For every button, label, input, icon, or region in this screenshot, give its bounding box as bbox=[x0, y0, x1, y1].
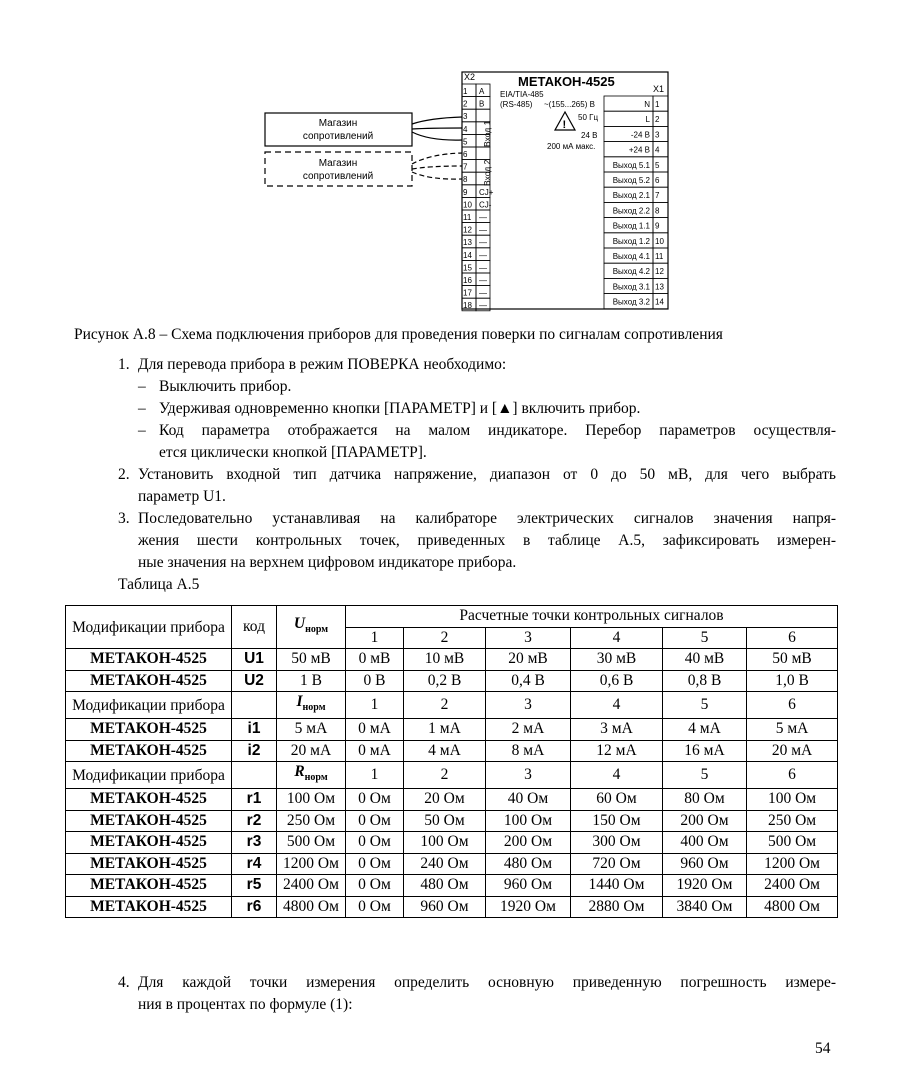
right-terminal-pin bbox=[604, 157, 668, 172]
connector-right-label: X1 bbox=[653, 84, 665, 94]
point-value-cell: 1 мА bbox=[404, 719, 486, 741]
code-cell: r5 bbox=[232, 875, 277, 897]
point-value-cell: 400 Ом bbox=[663, 832, 747, 854]
right-pin-label: Выход 3.1 bbox=[612, 282, 650, 292]
left-terminal-pin bbox=[462, 210, 490, 223]
supply-frequency-label: 50 Гц bbox=[578, 113, 599, 122]
point-number: 3 bbox=[486, 627, 571, 649]
point-value-cell: 0 Ом bbox=[346, 789, 404, 811]
model-cell: МЕТАКОН-4525 bbox=[66, 649, 232, 671]
step-3-number: 3. bbox=[118, 510, 130, 527]
right-pin-label: Выход 3.2 bbox=[612, 297, 650, 307]
right-pin-label: Выход 2.2 bbox=[612, 206, 650, 216]
right-terminal-pin bbox=[604, 233, 668, 248]
left-terminal-pin bbox=[462, 84, 490, 97]
interface-label-2: (RS-485) bbox=[500, 100, 533, 109]
point-value-cell: 500 Ом bbox=[747, 832, 838, 854]
point-value-cell: 1440 Ом bbox=[571, 875, 663, 897]
left-pin-number: 3 bbox=[463, 112, 468, 122]
table-row bbox=[66, 853, 838, 875]
point-value-cell: 0,8 В bbox=[663, 670, 747, 692]
point-value-cell: 4800 Ом bbox=[747, 896, 838, 918]
model-cell: МЕТАКОН-4525 bbox=[66, 832, 232, 854]
point-value-cell: 1200 Ом bbox=[747, 853, 838, 875]
point-number: 3 bbox=[486, 762, 571, 789]
norm-cell: 500 Ом bbox=[277, 832, 346, 854]
step-3-line-1: Последовательно устанавливая на калибраторе электрических сигналов значения напря- bbox=[138, 510, 836, 527]
subheader-code-empty bbox=[232, 762, 277, 789]
left-pin-number: 13 bbox=[463, 238, 472, 248]
page-number: 54 bbox=[815, 1040, 831, 1057]
left-pin-number: 6 bbox=[463, 150, 468, 159]
point-value-cell: 250 Ом bbox=[747, 810, 838, 832]
right-terminal-pin bbox=[604, 187, 668, 202]
right-pin-number: 12 bbox=[655, 267, 664, 277]
point-value-cell: 960 Ом bbox=[486, 875, 571, 897]
point-number: 6 bbox=[747, 762, 838, 789]
left-pin-label: — bbox=[479, 250, 487, 260]
point-value-cell: 0 Ом bbox=[346, 853, 404, 875]
point-value-cell: 150 Ом bbox=[571, 810, 663, 832]
point-value-cell: 0 В bbox=[346, 670, 404, 692]
dash-marker: – bbox=[138, 378, 146, 395]
step-1-item-1-text: Выключить прибор. bbox=[159, 378, 292, 395]
right-pin-number: 8 bbox=[655, 206, 660, 216]
step-4-number: 4. bbox=[118, 974, 130, 991]
point-value-cell: 30 мВ bbox=[571, 649, 663, 671]
resistance-box-1-line2: сопротивлений bbox=[302, 131, 374, 142]
right-pin-label: Выход 4.2 bbox=[612, 267, 650, 277]
right-pin-number: 9 bbox=[655, 221, 660, 231]
point-value-cell: 0 Ом bbox=[346, 810, 404, 832]
step-1-item-3 bbox=[138, 420, 836, 442]
point-value-cell: 5 мА bbox=[747, 719, 838, 741]
step-3-line-2: жения шести контрольных точек, приведенных в таблице А.5, зафиксировать измерен- bbox=[138, 532, 836, 549]
norm-cell: 5 мА bbox=[277, 719, 346, 741]
resistance-box-2-line2: сопротивлений bbox=[302, 171, 374, 182]
point-number: 5 bbox=[663, 692, 747, 719]
point-value-cell: 100 Ом bbox=[486, 810, 571, 832]
right-pin-label: Выход 1.2 bbox=[612, 236, 650, 246]
input-2-label: Вход 2 bbox=[482, 159, 492, 186]
table-row bbox=[66, 670, 838, 692]
figure-caption: Рисунок А.8 – Схема подключения приборов для проведения поверки по сигналам сопротивления bbox=[74, 326, 723, 343]
right-terminal-pin bbox=[604, 111, 668, 126]
right-terminal-pin bbox=[604, 142, 668, 157]
resistance-box-1-line1: Магазин bbox=[318, 118, 358, 129]
point-value-cell: 1920 Ом bbox=[486, 896, 571, 918]
table-header-row bbox=[66, 606, 838, 628]
model-cell: МЕТАКОН-4525 bbox=[66, 810, 232, 832]
point-value-cell: 480 Ом bbox=[404, 875, 486, 897]
table-row bbox=[66, 810, 838, 832]
table-subheader-row bbox=[66, 692, 838, 719]
right-pin-label: -24 В bbox=[630, 130, 650, 140]
right-pin-number: 3 bbox=[655, 130, 660, 140]
left-terminal-pin bbox=[462, 97, 490, 110]
norm-cell: 50 мВ bbox=[277, 649, 346, 671]
table-subheader-row bbox=[66, 762, 838, 789]
code-cell: r3 bbox=[232, 832, 277, 854]
point-value-cell: 0,2 В bbox=[404, 670, 486, 692]
point-value-cell: 50 мВ bbox=[747, 649, 838, 671]
right-terminal-pin bbox=[604, 202, 668, 217]
left-pin-number: 8 bbox=[463, 175, 468, 185]
point-value-cell: 0 мА bbox=[346, 740, 404, 762]
step-2-line-1: Установить входной тип датчика напряжение, диапазон от 0 до 50 мВ, для чего выбрать bbox=[138, 466, 836, 483]
step-4 bbox=[118, 972, 836, 1013]
left-terminal-pin bbox=[462, 273, 490, 286]
table-row bbox=[66, 719, 838, 741]
output-current-label: 200 мА макс. bbox=[547, 142, 596, 151]
point-value-cell: 960 Ом bbox=[663, 853, 747, 875]
point-value-cell: 3840 Ом bbox=[663, 896, 747, 918]
left-pin-label: — bbox=[479, 213, 487, 222]
point-value-cell: 0,6 В bbox=[571, 670, 663, 692]
calibration-points-table bbox=[65, 605, 838, 918]
point-value-cell: 2 мА bbox=[486, 719, 571, 741]
point-value-cell: 4 мА bbox=[404, 740, 486, 762]
right-terminal-pin bbox=[604, 294, 668, 309]
point-value-cell: 20 мВ bbox=[486, 649, 571, 671]
dash-marker: – bbox=[138, 400, 146, 417]
subheader-code-empty bbox=[232, 692, 277, 719]
svg-text:!: ! bbox=[562, 119, 567, 131]
right-pin-label: Выход 2.1 bbox=[612, 191, 650, 201]
point-number: 6 bbox=[747, 692, 838, 719]
point-value-cell: 12 мА bbox=[571, 740, 663, 762]
left-terminal-pin bbox=[462, 147, 490, 160]
header-model: Модификации прибора bbox=[66, 606, 232, 649]
left-terminal-pin bbox=[462, 248, 490, 261]
point-value-cell: 10 мВ bbox=[404, 649, 486, 671]
left-pin-number: 18 bbox=[463, 301, 472, 311]
point-value-cell: 8 мА bbox=[486, 740, 571, 762]
table-row bbox=[66, 789, 838, 811]
step-1 bbox=[118, 354, 838, 376]
point-value-cell: 4 мА bbox=[663, 719, 747, 741]
point-value-cell: 720 Ом bbox=[571, 853, 663, 875]
point-value-cell: 50 Ом bbox=[404, 810, 486, 832]
left-pin-label: B bbox=[479, 99, 485, 109]
header-control-points: Расчетные точки контрольных сигналов bbox=[346, 606, 838, 628]
wires-box-1 bbox=[412, 117, 462, 140]
step-1-number: 1. bbox=[118, 356, 130, 373]
model-cell: МЕТАКОН-4525 bbox=[66, 719, 232, 741]
point-value-cell: 200 Ом bbox=[486, 832, 571, 854]
point-value-cell: 300 Ом bbox=[571, 832, 663, 854]
point-value-cell: 0,4 В bbox=[486, 670, 571, 692]
left-pin-label: — bbox=[479, 263, 487, 273]
left-pin-number: 16 bbox=[463, 276, 472, 285]
right-terminal-pin bbox=[604, 218, 668, 233]
right-terminal-pin bbox=[604, 172, 668, 187]
point-value-cell: 1920 Ом bbox=[663, 875, 747, 897]
model-cell: МЕТАКОН-4525 bbox=[66, 853, 232, 875]
step-1-item-2 bbox=[138, 398, 641, 420]
point-value-cell: 100 Ом bbox=[404, 832, 486, 854]
resistance-box-2-line1: Магазин bbox=[318, 158, 358, 169]
norm-cell: 250 Ом bbox=[277, 810, 346, 832]
right-pin-number: 13 bbox=[655, 282, 664, 292]
step-1-item-3-cont: ется циклически кнопкой [ПАРАМЕТР]. bbox=[159, 444, 427, 461]
right-pin-label: Выход 4.1 bbox=[612, 252, 650, 261]
left-terminal-pin bbox=[462, 223, 490, 236]
table-title: Таблица А.5 bbox=[118, 576, 200, 593]
point-value-cell: 480 Ом bbox=[486, 853, 571, 875]
right-pin-label: Выход 5.1 bbox=[612, 160, 650, 170]
right-pin-number: 1 bbox=[655, 100, 660, 109]
point-value-cell: 16 мА bbox=[663, 740, 747, 762]
left-terminal-pin bbox=[462, 109, 490, 122]
subheader-quantity: $R_{норм}$ bbox=[277, 762, 346, 789]
point-value-cell: 0 мВ bbox=[346, 649, 404, 671]
right-pin-number: 11 bbox=[655, 252, 664, 261]
right-pin-number: 2 bbox=[655, 115, 660, 125]
right-pin-label: Выход 1.1 bbox=[612, 221, 650, 231]
point-value-cell: 20 Ом bbox=[404, 789, 486, 811]
left-pin-label: — bbox=[479, 276, 487, 285]
right-terminal-pin bbox=[604, 278, 668, 293]
point-number: 5 bbox=[663, 627, 747, 649]
right-pin-label: L bbox=[645, 115, 650, 125]
left-pin-number: 15 bbox=[463, 263, 472, 273]
point-number: 3 bbox=[486, 692, 571, 719]
right-terminal-pin bbox=[604, 96, 668, 111]
input-1-label: Вход 1 bbox=[482, 120, 492, 147]
right-pin-label: +24 В bbox=[628, 145, 650, 155]
left-pin-number: 10 bbox=[463, 200, 472, 210]
left-pin-number: 17 bbox=[463, 288, 472, 298]
point-number: 4 bbox=[571, 627, 663, 649]
step-2-line-2: параметр U1. bbox=[138, 488, 226, 505]
code-cell: r1 bbox=[232, 789, 277, 811]
table-row bbox=[66, 875, 838, 897]
point-number: 2 bbox=[404, 627, 486, 649]
warning-icon bbox=[555, 112, 575, 131]
norm-cell: 2400 Ом bbox=[277, 875, 346, 897]
point-number: 6 bbox=[747, 627, 838, 649]
point-value-cell: 80 Ом bbox=[663, 789, 747, 811]
point-value-cell: 40 мВ bbox=[663, 649, 747, 671]
connector-left-label: X2 bbox=[464, 72, 476, 82]
norm-cell: 4800 Ом bbox=[277, 896, 346, 918]
left-pin-label: CJ+ bbox=[479, 187, 494, 197]
point-value-cell: 200 Ом bbox=[663, 810, 747, 832]
norm-cell: 1 В bbox=[277, 670, 346, 692]
left-pin-number: 9 bbox=[463, 187, 468, 197]
left-terminal-pin bbox=[462, 286, 490, 299]
table-row bbox=[66, 740, 838, 762]
point-value-cell: 0 Ом bbox=[346, 896, 404, 918]
left-terminal-pin bbox=[462, 260, 490, 273]
left-pin-number: 2 bbox=[463, 99, 468, 109]
right-pin-number: 10 bbox=[655, 236, 664, 246]
code-cell: r6 bbox=[232, 896, 277, 918]
code-cell: r2 bbox=[232, 810, 277, 832]
left-pin-number: 14 bbox=[463, 250, 472, 260]
point-number: 5 bbox=[663, 762, 747, 789]
left-pin-label: — bbox=[479, 301, 487, 311]
point-number: 1 bbox=[346, 762, 404, 789]
step-3 bbox=[118, 508, 836, 571]
code-cell: i2 bbox=[232, 740, 277, 762]
step-2 bbox=[118, 464, 836, 505]
norm-cell: 1200 Ом bbox=[277, 853, 346, 875]
left-pin-label: — bbox=[479, 225, 487, 235]
left-pin-number: 1 bbox=[463, 87, 468, 96]
left-pin-label: CJ- bbox=[479, 200, 492, 210]
model-cell: МЕТАКОН-4525 bbox=[66, 740, 232, 762]
model-cell: МЕТАКОН-4525 bbox=[66, 670, 232, 692]
point-value-cell: 100 Ом bbox=[747, 789, 838, 811]
right-pin-number: 4 bbox=[655, 145, 660, 155]
code-cell: i1 bbox=[232, 719, 277, 741]
point-value-cell: 20 мА bbox=[747, 740, 838, 762]
right-pin-label: N bbox=[644, 100, 650, 109]
code-cell: r4 bbox=[232, 853, 277, 875]
step-2-number: 2. bbox=[118, 466, 130, 483]
table-row bbox=[66, 649, 838, 671]
right-pin-number: 14 bbox=[655, 297, 664, 307]
point-value-cell: 240 Ом bbox=[404, 853, 486, 875]
norm-cell: 100 Ом bbox=[277, 789, 346, 811]
step-1-item-1 bbox=[138, 376, 292, 398]
wires-box-2 bbox=[412, 153, 462, 179]
point-value-cell: 0 мА bbox=[346, 719, 404, 741]
left-pin-number: 5 bbox=[463, 137, 468, 147]
right-terminal-pin bbox=[604, 248, 668, 263]
left-pin-number: 11 bbox=[463, 213, 472, 222]
step-1-item-3-text: Код параметра отображается на малом индикаторе. Перебор параметров осуществля- bbox=[159, 422, 836, 439]
point-value-cell: 2400 Ом bbox=[747, 875, 838, 897]
left-terminal-pin bbox=[462, 197, 492, 210]
point-number: 2 bbox=[404, 692, 486, 719]
point-value-cell: 40 Ом bbox=[486, 789, 571, 811]
model-cell: МЕТАКОН-4525 bbox=[66, 789, 232, 811]
code-cell: U1 bbox=[232, 649, 277, 671]
right-terminal-pin bbox=[604, 263, 668, 278]
supply-voltage-label: ~(155...265) В bbox=[544, 100, 595, 109]
step-1-text: Для перевода прибора в режим ПОВЕРКА необходимо: bbox=[138, 356, 507, 373]
device-title: МЕТАКОН-4525 bbox=[518, 74, 615, 89]
left-terminal-pin bbox=[462, 235, 490, 248]
point-number: 4 bbox=[571, 762, 663, 789]
dash-marker: – bbox=[138, 422, 146, 439]
subheader-quantity: $I_{норм}$ bbox=[277, 692, 346, 719]
point-value-cell: 3 мА bbox=[571, 719, 663, 741]
step-4-line-2: ния в процентах по формуле (1): bbox=[138, 996, 353, 1013]
left-pin-label: — bbox=[479, 288, 487, 298]
header-code: код bbox=[232, 606, 277, 649]
right-terminal-pin bbox=[604, 126, 668, 141]
table-row bbox=[66, 832, 838, 854]
point-value-cell: 960 Ом bbox=[404, 896, 486, 918]
point-value-cell: 0 Ом bbox=[346, 875, 404, 897]
right-pin-label: Выход 5.2 bbox=[612, 176, 650, 185]
point-value-cell: 2880 Ом bbox=[571, 896, 663, 918]
left-terminal-pin bbox=[462, 298, 490, 311]
left-pin-label: — bbox=[479, 238, 487, 248]
wiring-diagram bbox=[0, 0, 900, 320]
subheader-model: Модификации прибора bbox=[66, 692, 232, 719]
model-cell: МЕТАКОН-4525 bbox=[66, 875, 232, 897]
right-pin-number: 6 bbox=[655, 176, 660, 185]
point-number: 2 bbox=[404, 762, 486, 789]
left-pin-number: 4 bbox=[463, 124, 468, 134]
step-1-item-2-text: Удерживая одновременно кнопки [ПАРАМЕТР] и [▲] включить прибор. bbox=[159, 400, 641, 417]
model-cell: МЕТАКОН-4525 bbox=[66, 896, 232, 918]
left-pin-number: 12 bbox=[463, 225, 472, 235]
norm-cell: 20 мА bbox=[277, 740, 346, 762]
subheader-model: Модификации прибора bbox=[66, 762, 232, 789]
point-value-cell: 60 Ом bbox=[571, 789, 663, 811]
point-value-cell: 0 Ом bbox=[346, 832, 404, 854]
table-row bbox=[66, 896, 838, 918]
left-pin-label: A bbox=[479, 87, 485, 96]
step-4-line-1: Для каждой точки измерения определить основную приведенную погрешность измере- bbox=[138, 974, 836, 991]
point-number: 1 bbox=[346, 692, 404, 719]
point-number: 1 bbox=[346, 627, 404, 649]
interface-label-1: EIA/TIA-485 bbox=[500, 90, 544, 99]
code-cell: U2 bbox=[232, 670, 277, 692]
right-pin-number: 7 bbox=[655, 191, 660, 201]
left-pin-number: 7 bbox=[463, 162, 468, 172]
output-voltage-label: 24 В bbox=[581, 131, 598, 140]
step-3-line-3: ные значения на верхнем цифровом индикаторе прибора. bbox=[138, 554, 517, 571]
header-u-norm: $U_{норм}$ bbox=[277, 606, 346, 649]
point-value-cell: 1,0 В bbox=[747, 670, 838, 692]
point-number: 4 bbox=[571, 692, 663, 719]
right-pin-number: 5 bbox=[655, 160, 660, 170]
